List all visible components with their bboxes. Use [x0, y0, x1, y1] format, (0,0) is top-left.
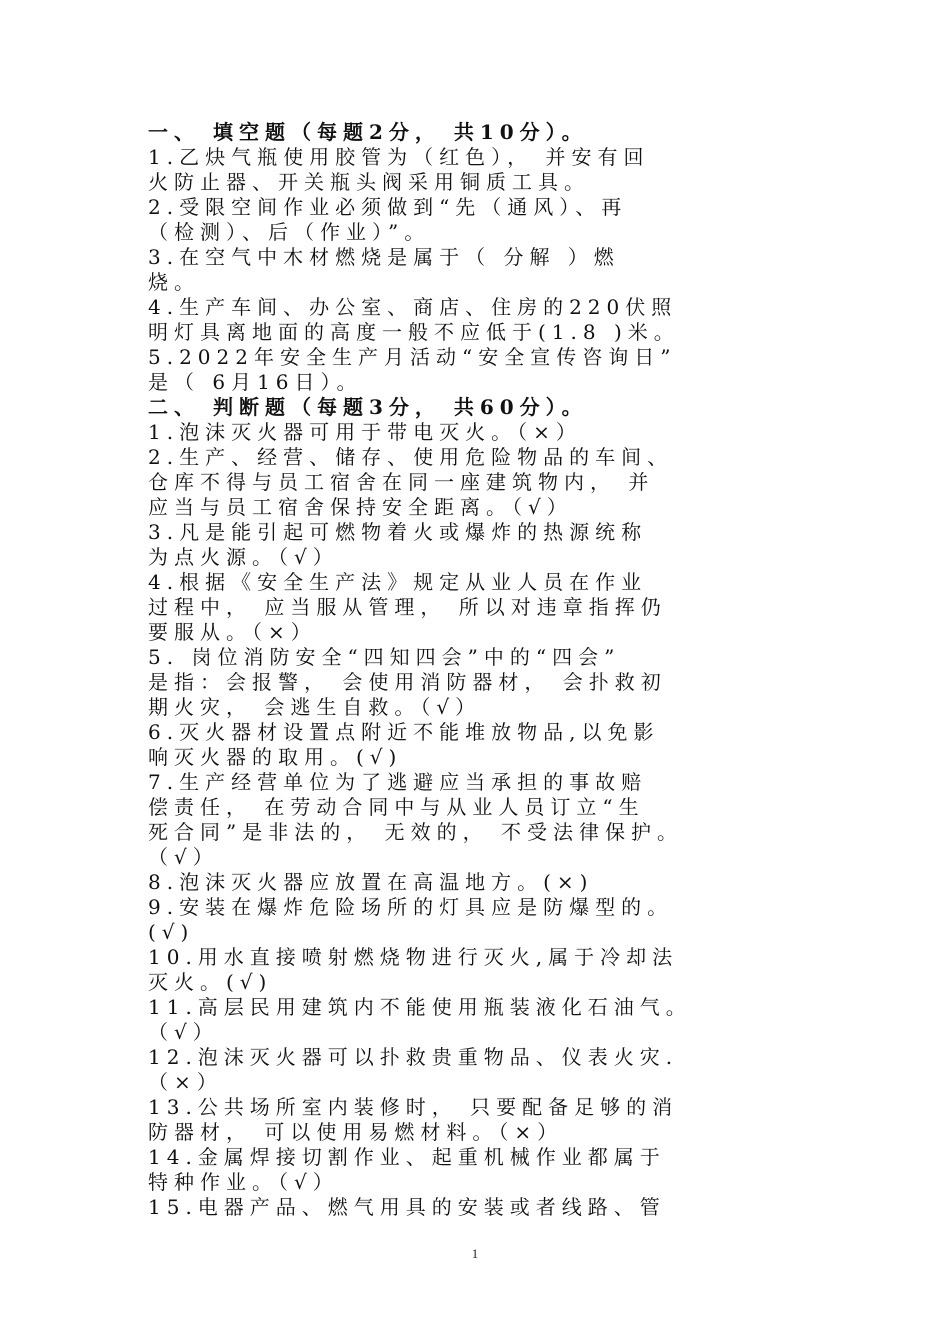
text-line: 4.生产车间、办公室、商店、住房的220伏照	[148, 295, 678, 319]
text-line: 灭火。(√)	[148, 970, 273, 994]
text-line: 4.根据《安全生产法》规定从业人员在作业	[148, 570, 648, 594]
page-number: 1	[471, 1246, 479, 1261]
text-line: 期火灾， 会逃生自救。（√）	[148, 695, 482, 719]
text-line: 2.受限空间作业必须做到“先（通风）、再	[148, 195, 628, 219]
text-line: （√）	[148, 1020, 219, 1044]
text-line: 防器材， 可以使用易燃材料。（×）	[148, 1120, 564, 1144]
text-line: 火防止器、开关瓶头阀采用铜质工具。	[148, 170, 590, 194]
text-line: 3.在空气中木材燃烧是属于（ 分解 ）燃	[148, 245, 620, 269]
text-line: 11.高层民用建筑内不能使用瓶装液化石油气。	[148, 995, 692, 1019]
text-line: 响灭火器的取用。(√)	[148, 745, 403, 769]
text-line: 10.用水直接喷射燃烧物进行灭火,属于冷却法	[148, 945, 679, 969]
text-line: 5. 岗位消防安全“四知四会”中的“四会”	[148, 645, 621, 669]
text-line: 要服从。（×）	[148, 620, 317, 644]
text-line: 5.2022年安全生产月活动“安全宣传咨询日”	[148, 345, 677, 369]
text-line: 2.生产、经营、储存、使用危险物品的车间、	[148, 445, 674, 469]
text-line: （×）	[148, 1070, 223, 1094]
text-line: 应当与员工宿舍保持安全距离。（√）	[148, 495, 573, 519]
text-line: 9.安装在爆炸危险场所的灯具应是防爆型的。	[148, 895, 674, 919]
section-heading: 二、 判断题（每题3分， 共60分）。	[148, 395, 588, 419]
text-line: 为点火源。（√）	[148, 545, 339, 569]
text-line: 仓库不得与员工宿舍在同一座建筑物内， 并	[148, 470, 655, 494]
text-line: (√)	[148, 920, 195, 944]
text-line: 是指：会报警， 会使用消防器材， 会扑救初	[148, 670, 667, 694]
document-body	[148, 120, 813, 1220]
text-line: 特种作业。（√）	[148, 1170, 339, 1194]
text-line: 是（ 6月16日）。	[148, 370, 363, 394]
text-line: 14.金属焊接切割作业、起重机械作业都属于	[148, 1145, 666, 1169]
text-line: 过程中， 应当服从管理， 所以对违章指挥仍	[148, 595, 667, 619]
text-line: 1.泡沫灭火器可用于带电灭火。（×）	[148, 420, 582, 444]
text-line: 烧。	[148, 270, 200, 294]
text-line: 13.公共场所室内装修时， 只要配备足够的消	[148, 1095, 679, 1119]
text-line: 死合同”是非法的， 无效的， 不受法律保护。	[148, 820, 683, 844]
text-line: 偿责任， 在劳动合同中与从业人员订立“生	[148, 795, 645, 819]
text-line: 8.泡沫灭火器应放置在高温地方。(×)	[148, 870, 594, 894]
text-line: 3.凡是能引起可燃物着火或爆炸的热源统称	[148, 520, 648, 544]
text-line: 12.泡沫灭火器可以扑救贵重物品、仪表火灾.	[148, 1045, 679, 1069]
text-line: 7.生产经营单位为了逃避应当承担的事故赔	[148, 770, 648, 794]
text-line: （检测）、后（作业）”。	[148, 220, 431, 244]
text-line: 15.电器产品、燃气用具的安装或者线路、管	[148, 1195, 666, 1219]
text-line: （√）	[148, 845, 219, 869]
text-line: 明灯具离地面的高度一般不应低于(1.8 )米。	[148, 320, 680, 344]
text-line: 1.乙炔气瓶使用胶管为（红色）， 并安有回	[148, 145, 650, 169]
text-line: 6.灭火器材设置点附近不能堆放物品,以免影	[148, 720, 660, 744]
section-heading: 一、 填空题（每题2分， 共10分）。	[148, 120, 588, 144]
